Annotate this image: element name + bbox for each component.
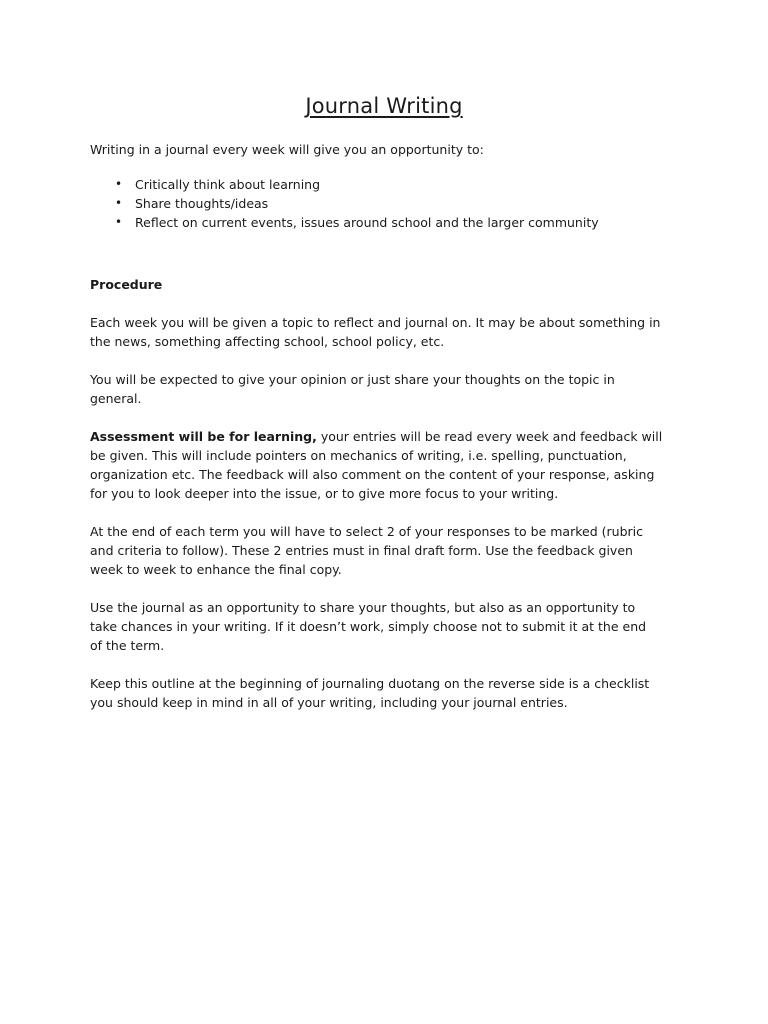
assessment-rest: your entries will be read every week and feedback will bbox=[316, 429, 663, 444]
opportunity-list bbox=[90, 175, 690, 232]
paragraph-line: you should keep in mind in all of your writing, including your journal entries. bbox=[90, 695, 568, 710]
paragraph-line: At the end of each term you will have to select 2 of your responses to be marked (rubric bbox=[90, 524, 643, 539]
bullet-icon: • bbox=[115, 196, 123, 210]
paragraph-line: of the term. bbox=[90, 638, 165, 653]
bullet-icon: • bbox=[115, 177, 123, 191]
list-item-text: Share thoughts/ideas bbox=[135, 196, 269, 211]
paragraph-opinion bbox=[90, 370, 690, 408]
paragraph-line: general. bbox=[90, 391, 142, 406]
paragraph-line: be given. This will include pointers on mechanics of writing, i.e. spelling, punctuation, bbox=[90, 448, 627, 463]
procedure-heading: Procedure bbox=[90, 277, 163, 292]
paragraph-line: and criteria to follow). These 2 entries must in final draft form. Use the feedback given bbox=[90, 543, 633, 558]
paragraph-line: week to week to enhance the final copy. bbox=[90, 562, 342, 577]
paragraph-opportunity bbox=[90, 598, 690, 655]
paragraph-line: take chances in your writing. If it doesn’t work, simply choose not to submit it at the end bbox=[90, 619, 647, 634]
paragraph-term-end bbox=[90, 522, 690, 579]
paragraph-assessment bbox=[90, 427, 690, 503]
bullet-icon: • bbox=[115, 215, 123, 229]
paragraph-line: Keep this outline at the beginning of journaling duotang on the reverse side is a checklist bbox=[90, 676, 650, 691]
list-item-text: Reflect on current events, issues around school and the larger community bbox=[135, 215, 599, 230]
paragraph-line: for you to look deeper into the issue, or to give more focus to your writing. bbox=[90, 486, 559, 501]
paragraph-line: Use the journal as an opportunity to share your thoughts, but also as an opportunity to bbox=[90, 600, 636, 615]
paragraph-line: organization etc. The feedback will also comment on the content of your response, asking bbox=[90, 467, 655, 482]
paragraph-line: You will be expected to give your opinion or just share your thoughts on the topic in bbox=[90, 372, 615, 387]
paragraph-line bbox=[90, 427, 690, 446]
paragraph-outline bbox=[90, 674, 690, 712]
paragraph-line: Each week you will be given a topic to reflect and journal on. It may be about something in bbox=[90, 315, 661, 330]
list-item bbox=[90, 175, 690, 194]
paragraph-weekly-topic bbox=[90, 313, 690, 351]
document-title: Journal Writing bbox=[305, 94, 463, 118]
list-item bbox=[90, 213, 690, 232]
paragraph-line: the news, something affecting school, school policy, etc. bbox=[90, 334, 445, 349]
assessment-lead: Assessment will be for learning, bbox=[90, 429, 317, 444]
intro-text: Writing in a journal every week will give you an opportunity to: bbox=[90, 142, 484, 157]
document-body bbox=[90, 140, 690, 731]
list-item bbox=[90, 194, 690, 213]
list-item-text: Critically think about learning bbox=[135, 177, 321, 192]
